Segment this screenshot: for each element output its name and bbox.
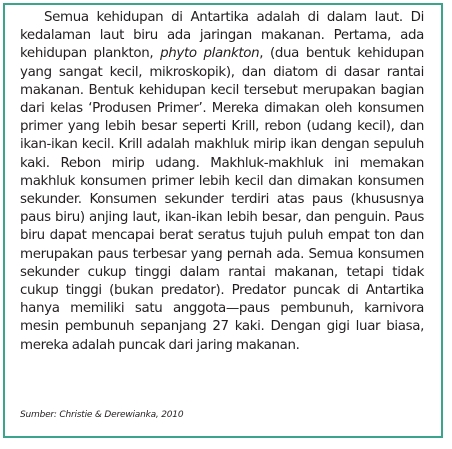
article-text-part-1: Semua kehidupan di Antartika adalah di dalam laut. Di kedalaman laut biru ada jaringan makanan. Pertama, ada kehidupan plankton,	[20, 10, 424, 62]
article-body	[20, 9, 424, 355]
article-italic-term: phyto plankton	[160, 46, 260, 62]
article-paragraph	[20, 9, 424, 355]
article-text-part-2: , (dua bentuk kehidupan yang sangat kecil, mikroskopik), dan diatom di dasar rantai makanan. Bentuk kehidupan kecil tersebut merupakan bagian dari kelas ‘Produsen Primer’. Mereka dimakan oleh konsumen primer yang lebih besar seperti Krill, rebon (udang kecil), dan ikan-ikan kecil. Krill adalah makhluk mirip ikan dengan sepuluh kaki. Rebon mirip udang. Makhluk-makhluk ini memakan makhluk konsumen primer lebih kecil dan dimakan konsumen sekunder. Konsumen sekunder terdiri atas paus (khususnya paus biru) anjing laut, ikan-ikan lebih besar, dan penguin. Paus biru dapat mencapai berat seratus tujuh puluh empat ton dan merupakan paus terbesar yang pernah ada. Semua konsumen sekunder cukup tinggi dalam rantai makanan, tetapi tidak cukup tinggi (bukan predator). Predator puncak di Antartika hanya memiliki satu anggota—paus pembunuh, karnivora mesin pembunuh sepanjang 27 kaki. Dengan gigi luar biasa, mereka adalah puncak dari jaring makanan.	[20, 46, 425, 353]
source-citation: Sumber: Christie & Derewianka, 2010	[20, 410, 184, 420]
